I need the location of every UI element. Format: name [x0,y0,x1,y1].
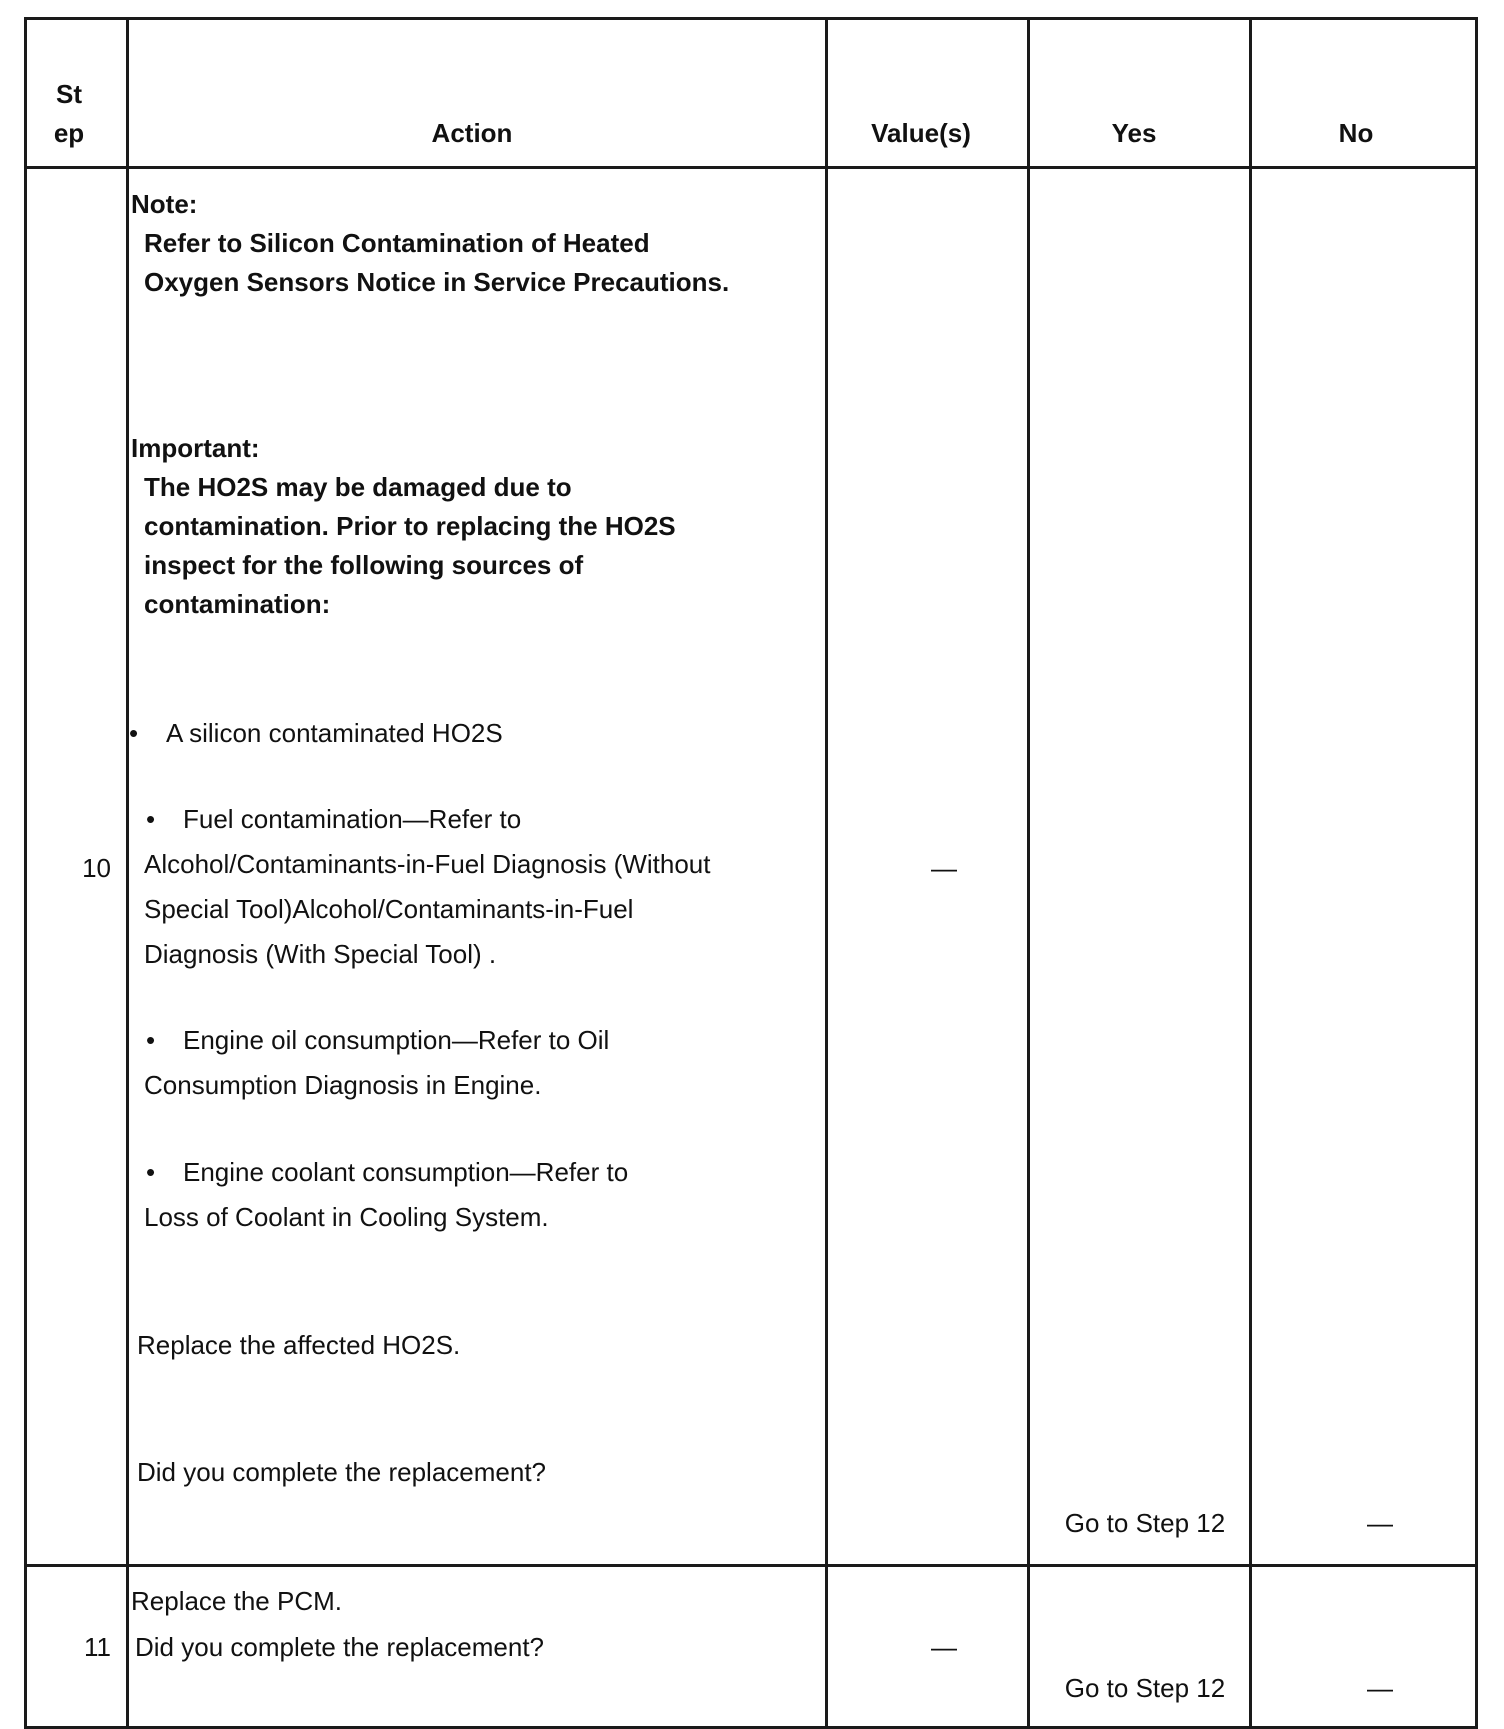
yes-column-border [1249,17,1252,1729]
bullet-continuation: Alcohol/Contaminants-in-Fuel Diagnosis (Without [144,849,711,879]
table-right-border [1475,17,1478,1729]
header-bottom-border [24,166,1478,169]
bullet-continuation: Special Tool)Alcohol/Contaminants-in-Fuel [144,894,634,924]
header-yes: Yes [1111,118,1157,148]
important-heading: Important: [131,433,260,463]
yes-cell: Go to Step 12 [1064,1508,1226,1538]
bullet-icon: • [129,718,139,748]
step-number: 11 [84,1632,111,1662]
question-text: Did you complete the replacement? [137,1457,547,1487]
header-no: No [1338,118,1374,148]
yes-cell: Go to Step 12 [1064,1673,1226,1703]
bullet-text: Engine oil consumption—Refer to Oil [183,1025,610,1055]
values-column-border [1027,17,1030,1729]
bullet-icon: • [146,1157,156,1187]
bullet-continuation: Loss of Coolant in Cooling System. [144,1202,549,1232]
action-column-border [825,17,828,1729]
header-step-line2: ep [53,118,85,148]
note-line: Oxygen Sensors Notice in Service Precautions. [144,267,730,297]
instruction-text: Replace the PCM. [131,1586,342,1616]
no-cell: — [1367,1673,1393,1703]
note-heading: Note: [131,189,198,219]
important-line: The HO2S may be damaged due to [144,472,572,502]
bullet-text: Fuel contamination—Refer to [183,804,522,834]
question-text: Did you complete the replacement? [135,1632,545,1662]
no-cell: — [1367,1508,1393,1538]
table-top-border [24,17,1478,20]
step-number: 10 [82,853,111,883]
bullet-text: A silicon contaminated HO2S [166,718,503,748]
table-left-border [24,17,27,1729]
bullet-continuation: Diagnosis (With Special Tool) . [144,939,497,969]
bullet-icon: • [146,804,156,834]
header-action: Action [431,118,513,148]
value-cell: — [931,1632,957,1662]
instruction-text: Replace the affected HO2S. [137,1330,461,1360]
important-line: contamination: [144,589,331,619]
header-values: Value(s) [871,118,971,148]
row-divider [24,1564,1478,1567]
bullet-icon: • [146,1025,156,1055]
important-line: inspect for the following sources of [144,550,584,580]
important-line: contamination. Prior to replacing the HO2S [144,511,676,541]
bullet-text: Engine coolant consumption—Refer to [183,1157,629,1187]
value-cell: — [931,853,957,883]
note-line: Refer to Silicon Contamination of Heated [144,228,650,258]
bullet-continuation: Consumption Diagnosis in Engine. [144,1070,542,1100]
header-step-line1: St [56,79,82,109]
step-column-border [126,17,129,1729]
